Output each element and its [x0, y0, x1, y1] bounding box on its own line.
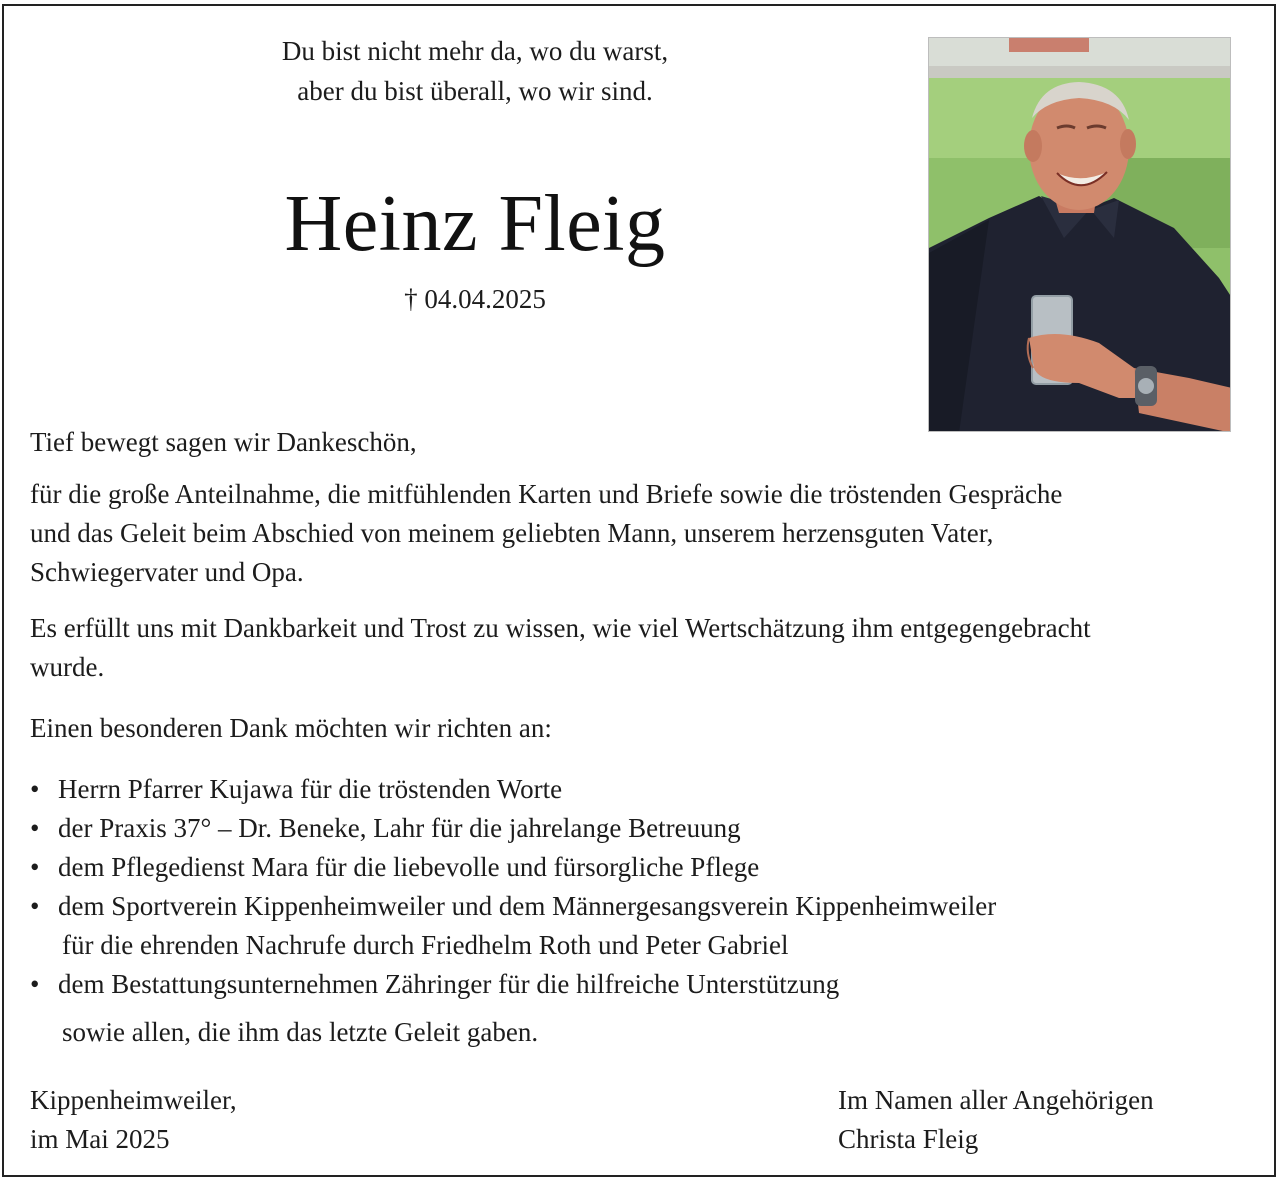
paragraph-line: Es erfüllt uns mit Dankbarkeit und Trost zu wissen, wie viel Wertschätzung ihm entgegengebracht [30, 613, 1091, 643]
paragraph-line: wurde. [30, 652, 105, 682]
list-item-text: dem Sportverein Kippenheimweiler und dem Männergesangsverein Kippenheimweiler [58, 891, 997, 921]
list-item [30, 848, 1265, 887]
special-thanks-intro [30, 709, 1265, 748]
thanks-paragraph-1 [30, 475, 1265, 592]
list-item [30, 887, 1265, 965]
death-date: † 04.04.2025 [404, 284, 546, 314]
deceased-name: Heinz Fleig [284, 180, 666, 268]
greeting [30, 423, 1265, 462]
motto [140, 31, 810, 111]
list-item [30, 965, 1265, 1004]
paragraph-line: und das Geleit beim Abschied von meinem geliebten Mann, unserem herzensguten Vater, [30, 518, 994, 548]
list-item-text: dem Pflegedienst Mara für die liebevolle und fürsorgliche Pflege [58, 852, 760, 882]
place-text: Kippenheimweiler, [30, 1085, 237, 1115]
list-item-text: Herrn Pfarrer Kujawa für die tröstenden Worte [58, 774, 563, 804]
signer-name: Christa Fleig [838, 1124, 979, 1154]
portrait-photo [928, 37, 1231, 432]
special-thanks-list [30, 770, 1265, 1004]
bullet-icon: • [30, 774, 40, 804]
list-item-continuation: für die ehrenden Nachrufe durch Friedhelm Roth und Peter Gabriel [62, 930, 789, 960]
intro-text: Einen besonderen Dank möchten wir richten an: [30, 713, 552, 743]
paragraph-line: Schwiegervater und Opa. [30, 557, 304, 587]
bullet-icon: • [30, 891, 40, 921]
thanks-paragraph-2 [30, 609, 1265, 687]
date-text: im Mai 2025 [30, 1124, 170, 1154]
bullet-icon: • [30, 969, 40, 999]
closing-line: sowie allen, die ihm das letzte Geleit gaben. [62, 1017, 539, 1047]
greeting-text: Tief bewegt sagen wir Dankeschön, [30, 427, 417, 457]
list-item [30, 809, 1265, 848]
signature-block [838, 1081, 1154, 1159]
list-item-text: der Praxis 37° – Dr. Beneke, Lahr für die jahrelange Betreuung [58, 813, 741, 843]
bullet-icon: • [30, 852, 40, 882]
motto-line-1: Du bist nicht mehr da, wo du warst, [281, 36, 669, 66]
bullet-icon: • [30, 813, 40, 843]
paragraph-line: für die große Anteilnahme, die mitfühlenden Karten und Briefe sowie die tröstenden Gespräche [30, 479, 1063, 509]
list-item [30, 770, 1265, 809]
motto-line-2: aber du bist überall, wo wir sind. [297, 76, 653, 106]
list-item-text: dem Bestattungsunternehmen Zähringer für die hilfreiche Unterstützung [58, 969, 840, 999]
place-and-date [30, 1081, 237, 1159]
on-behalf-text: Im Namen aller Angehörigen [838, 1085, 1154, 1115]
